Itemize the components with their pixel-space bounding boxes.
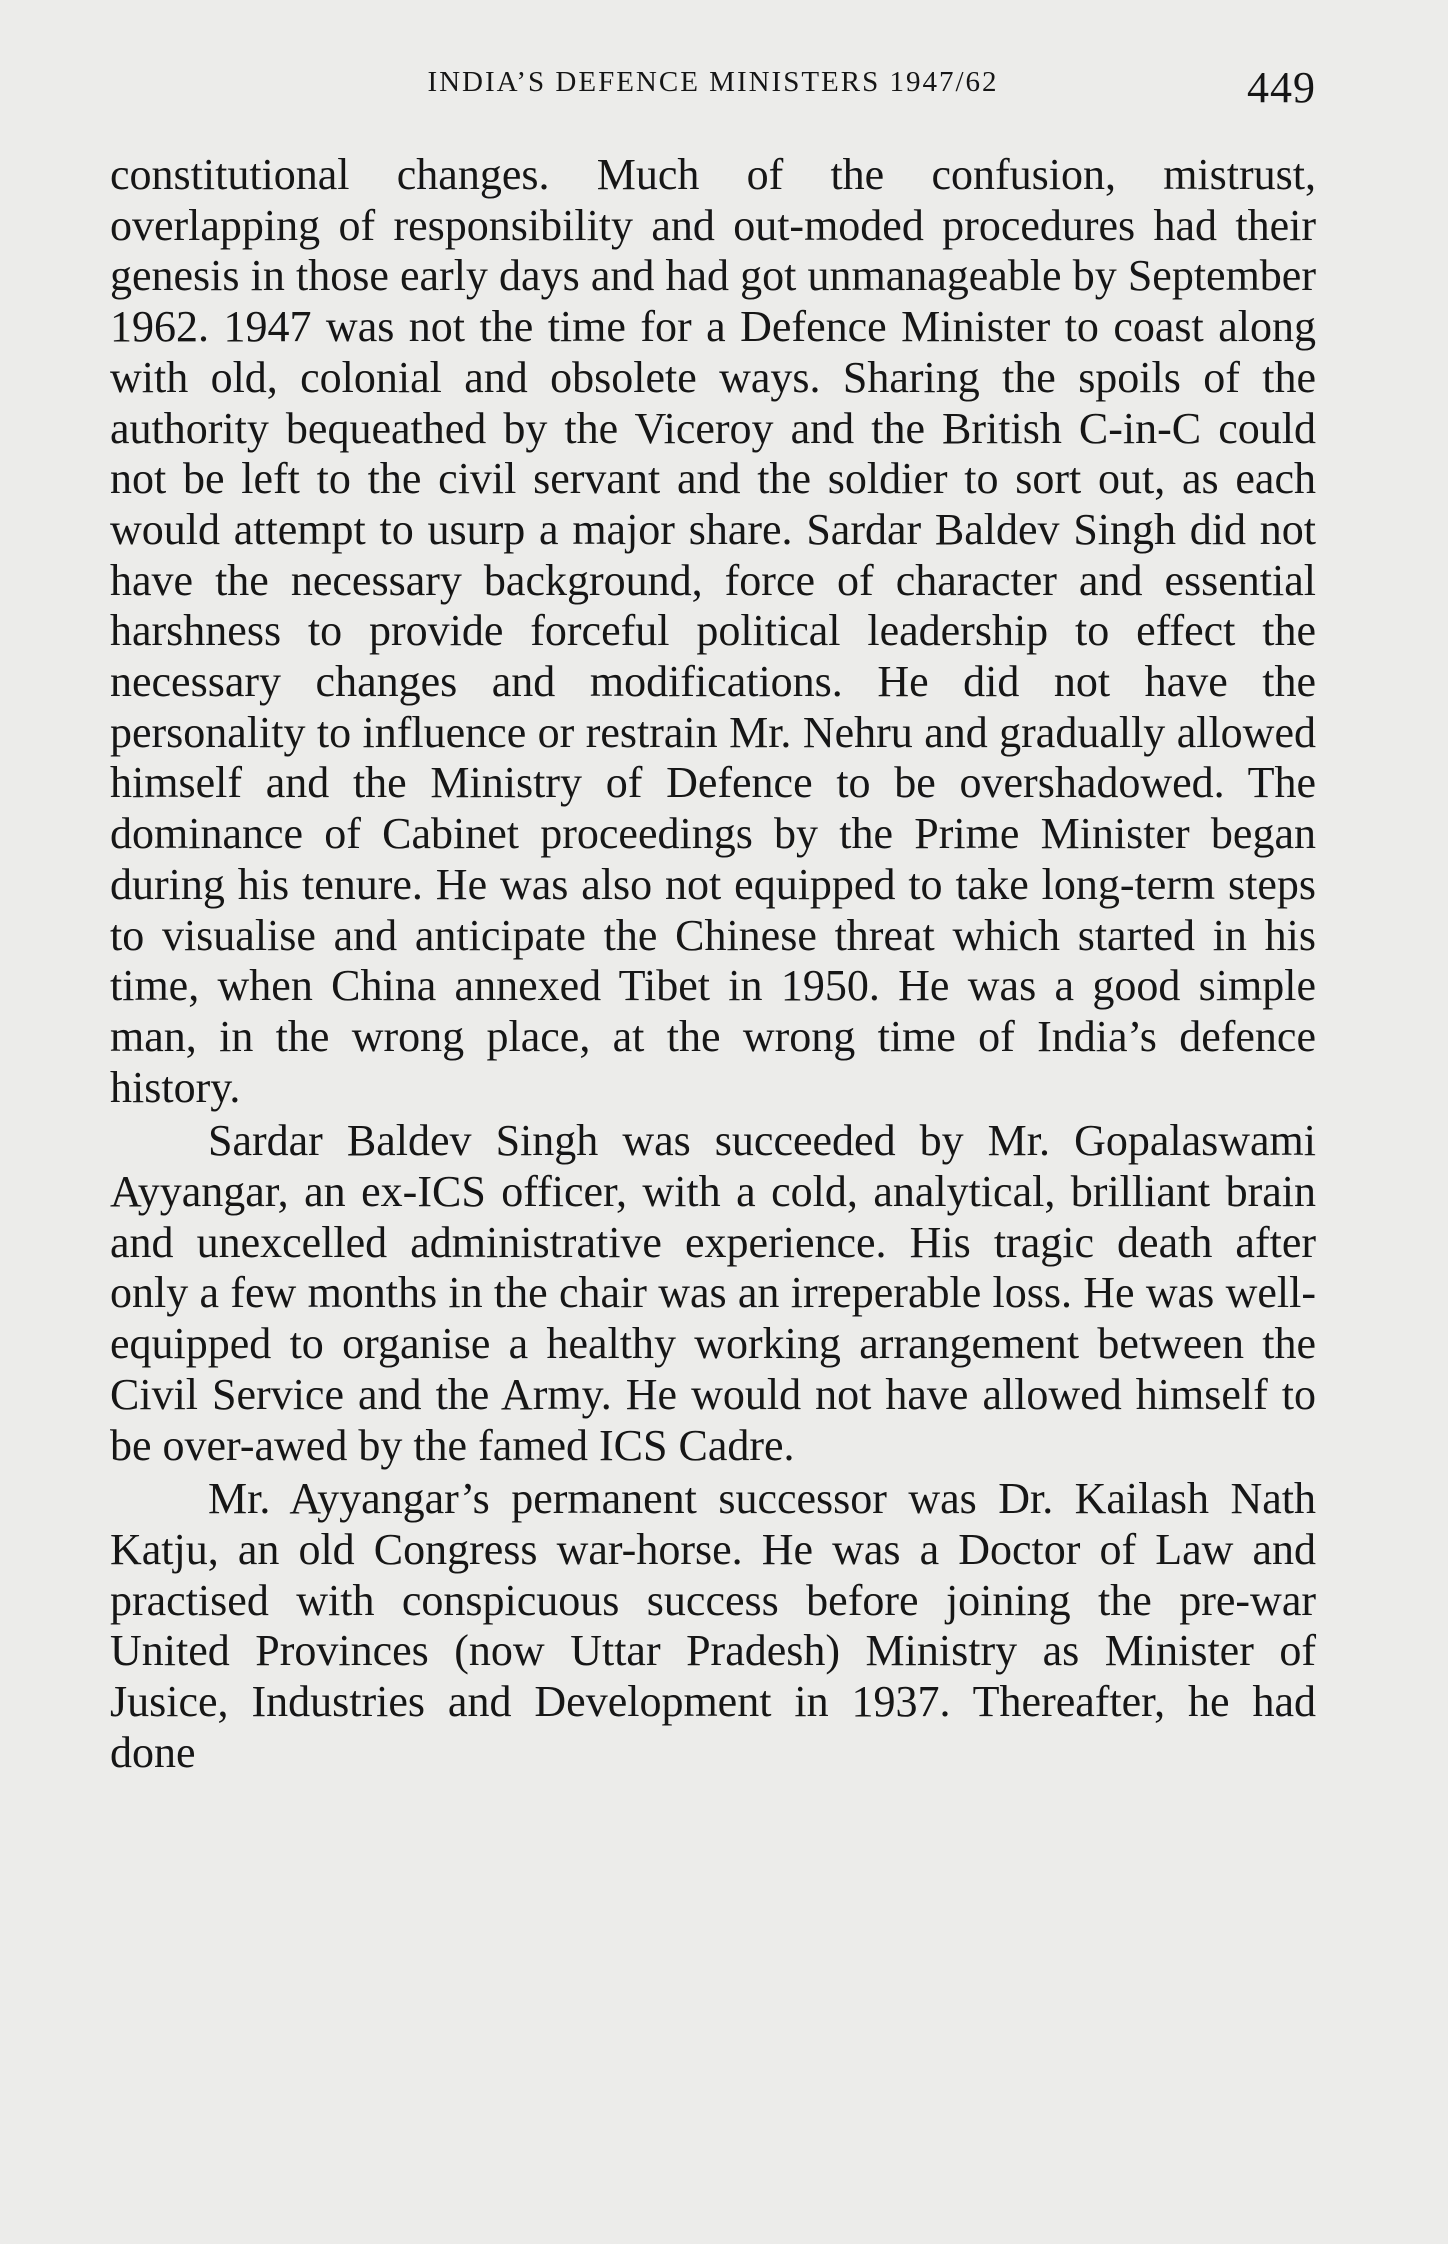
paragraph-1: constitutional changes. Much of the confusion, mistrust, overlapping of responsibility and out-moded procedures had their genesis in those early days and had got unmanageable by September 1962. 1947 was not the time for a Defence Minister to coast along with old, colonial and obsolete ways. Sharing the spoils of the authority bequeathed by the Viceroy and the British C-in-C could not be left to the civil servant and the soldier to sort out, as each would attempt to usurp a major share. Sardar Baldev Singh did not have the necessary background, force of character and essential harshness to provide forceful political leadership to effect the necessary changes and modifications. He did not have the personality to influence or restrain Mr. Nehru and gradually allowed himself and the Ministry of Defence to be overshadowed. The dominance of Cabinet proceedings by the Prime Minister began during his tenure. He was also not equipped to take long-term steps to visualise and anticipate the Chinese threat which started in his time, when China annexed Tibet in 1950. He was a good simple man, in the wrong place, at the wrong time of India’s defence history. xyxy=(110,150,1316,1112)
body-text xyxy=(110,150,1316,1779)
page-number: 449 xyxy=(1247,63,1316,112)
running-title: INDIA’S DEFENCE MINISTERS 1947/62 xyxy=(427,66,999,98)
paragraph-3: Mr. Ayyangar’s permanent successor was Dr. Kailash Nath Katju, an old Congress war-horse. He was a Doctor of Law and practised with conspicuous success before joining the pre-war United Provinces (now Uttar Pradesh) Ministry as Minister of Jusice, Industries and Development in 1937. Thereafter, he had done xyxy=(110,1474,1316,1777)
running-head xyxy=(110,62,1316,118)
paragraph-2: Sardar Baldev Singh was succeeded by Mr. Gopalaswami Ayyangar, an ex-ICS officer, with a cold, analytical, brilliant brain and unexcelled administrative experience. His tragic death after only a few months in the chair was an irreperable loss. He was well-equipped to organise a healthy working arrangement between the Civil Service and the Army. He would not have allowed himself to be over-awed by the famed ICS Cadre. xyxy=(110,1116,1316,1470)
